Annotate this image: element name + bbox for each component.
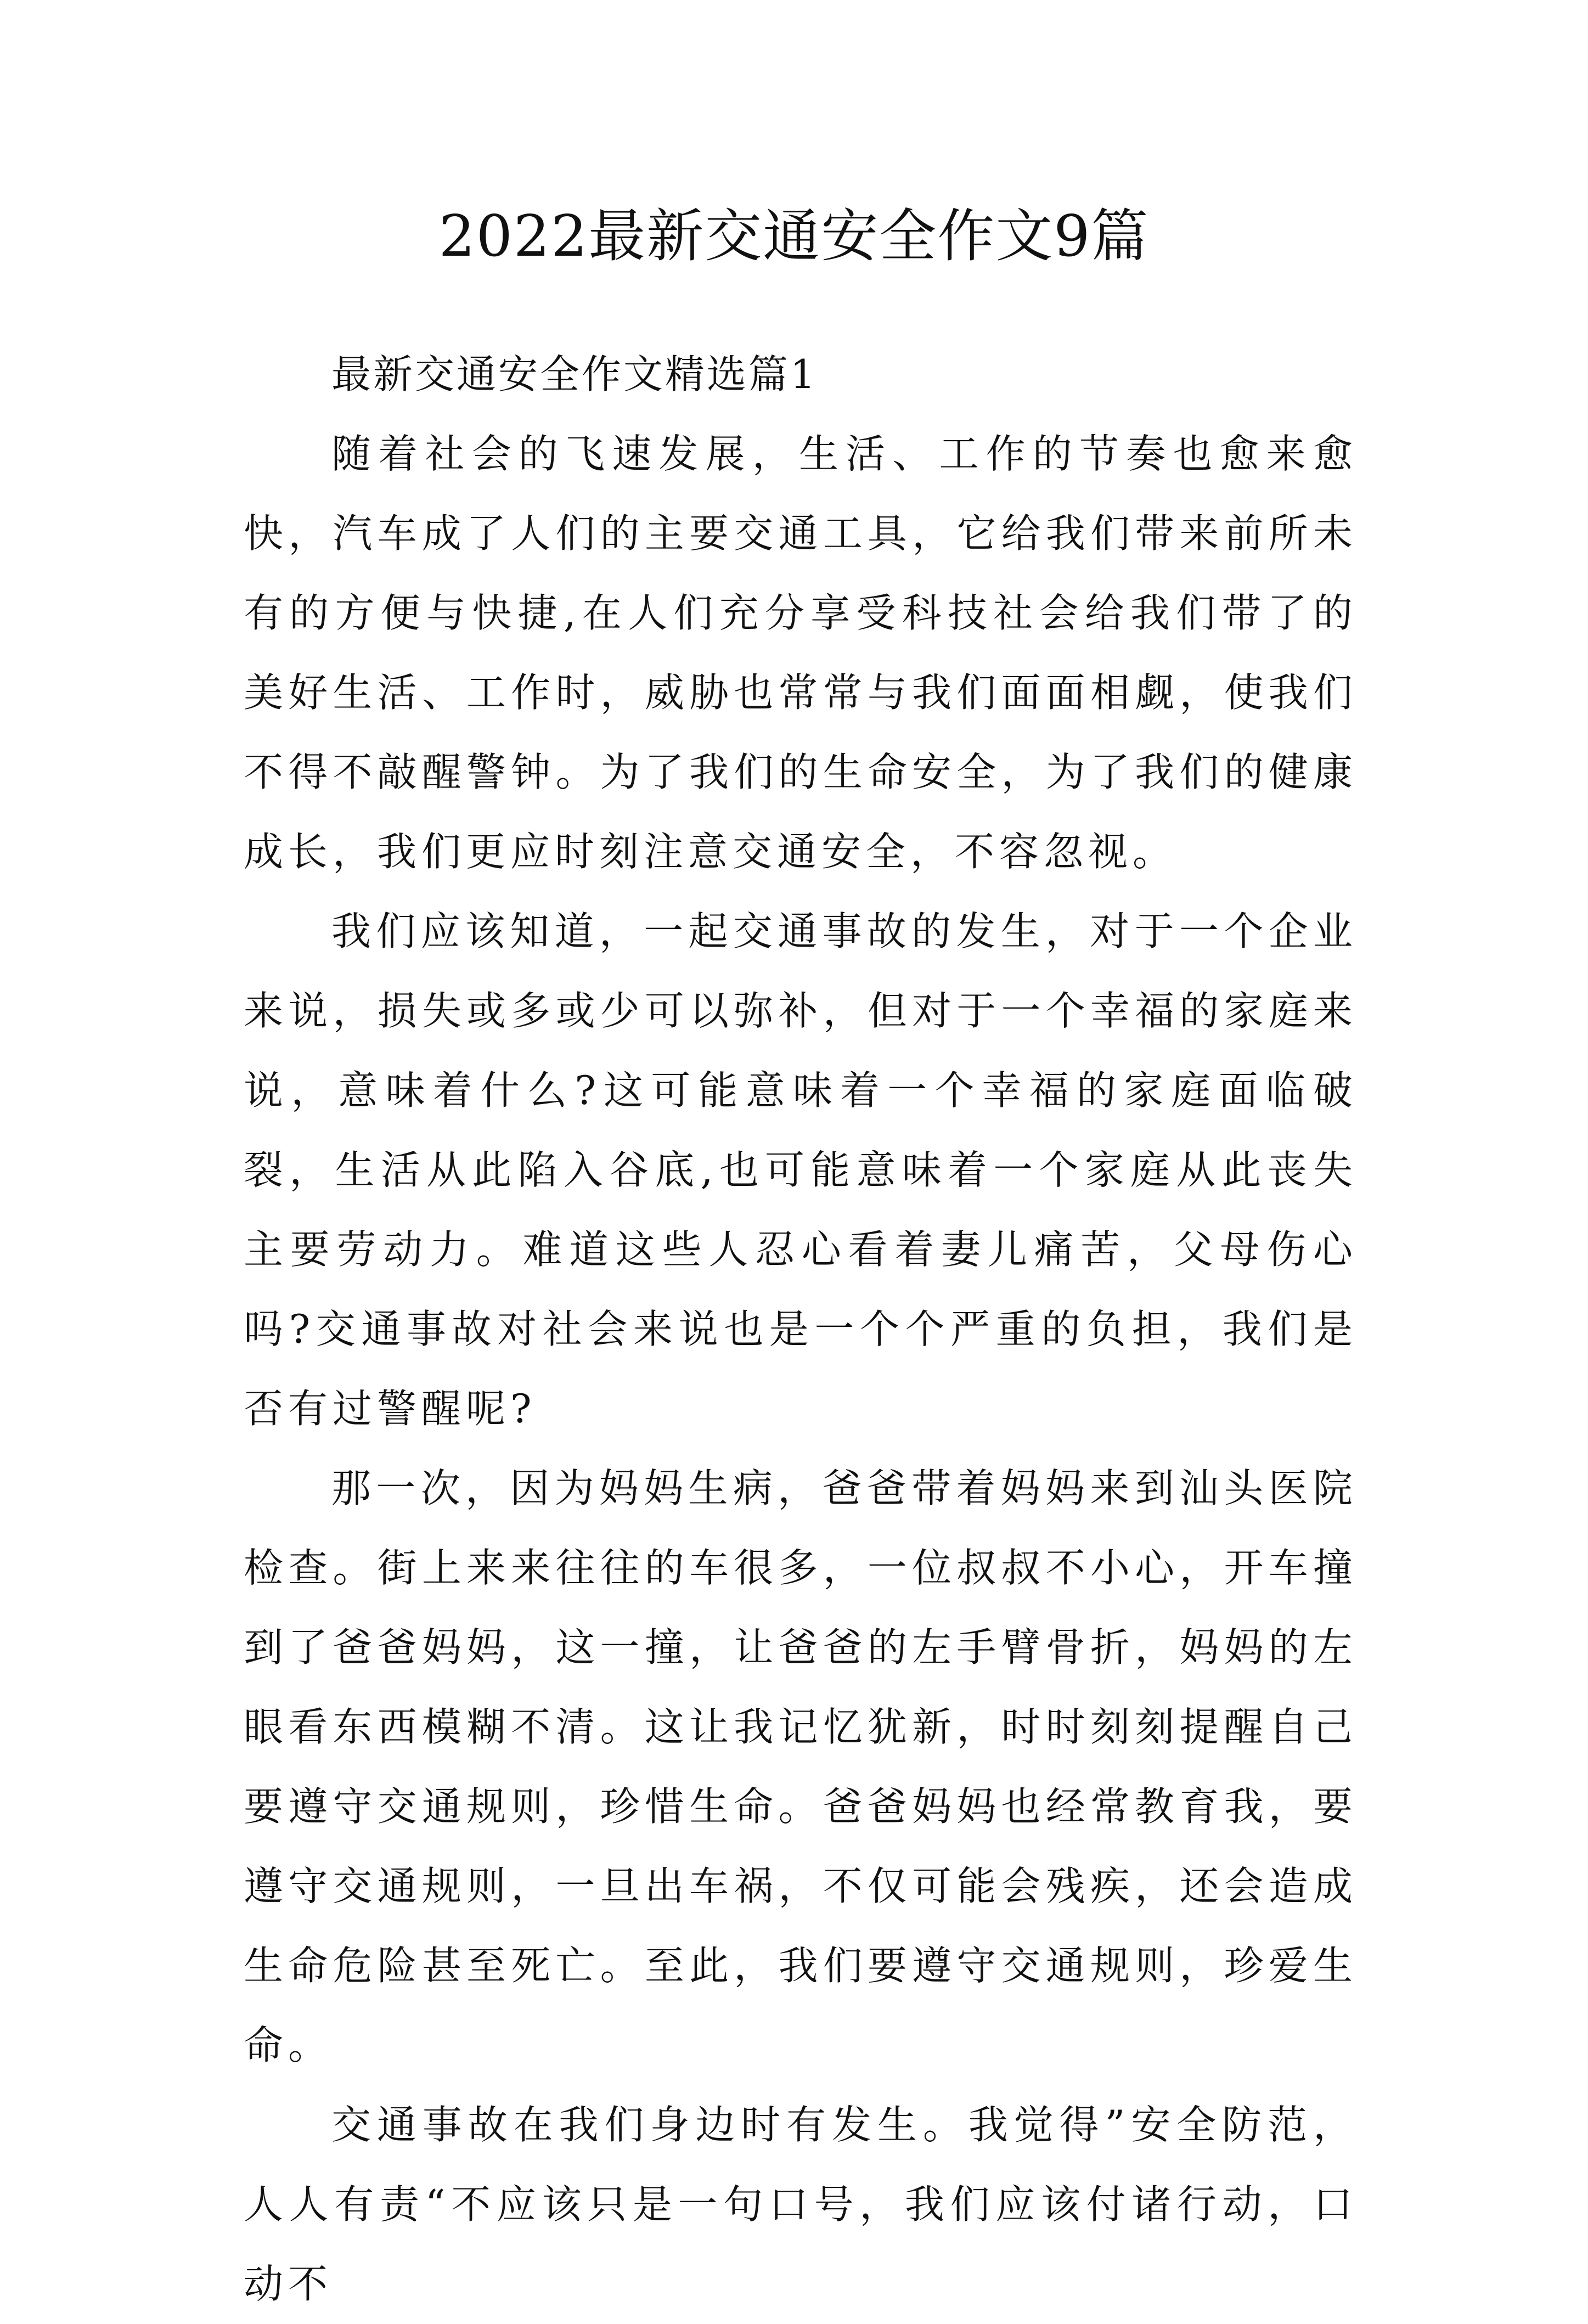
paragraph-4: 交通事故在我们身边时有发生。我觉得”安全防范，人人有责“不应该只是一句口号，我们应该付诸行动，口动不 — [244, 2102, 1358, 2307]
document-body — [244, 335, 1358, 2324]
document-title: 2022最新交通安全作文9篇 — [438, 202, 1150, 269]
paragraph-1: 随着社会的飞速发展，生活、工作的节奏也愈来愈快，汽车成了人们的主要交通工具，它给我们带来前所未有的方便与快捷,在人们充分享受科技社会给我们带了的美好生活、工作时，威胁也常常与我们面面相觑，使我们不得不敲醒警钟。为了我们的生命安全，为了我们的健康成长，我们更应时刻注意交通安全，不容忽视。 — [244, 431, 1358, 875]
paragraph-2: 我们应该知道，一起交通事故的发生，对于一个企业来说，损失或多或少可以弥补，但对于一个幸福的家庭来说，意味着什么?这可能意味着一个幸福的家庭面临破裂，生活从此陷入谷底,也可能意味着一个家庭从此丧失主要劳动力。难道这些人忍心看着妻儿痛苦，父母伤心吗?交通事故对社会来说也是一个个严重的负担，我们是否有过警醒呢? — [244, 908, 1358, 1432]
section-heading: 最新交通安全作文精选篇1 — [331, 351, 818, 397]
paragraph-3: 那一次，因为妈妈生病，爸爸带着妈妈来到汕头医院检查。街上来来往往的车很多，一位叔叔不小心，开车撞到了爸爸妈妈，这一撞，让爸爸的左手臂骨折，妈妈的左眼看东西模糊不清。这让我记忆犹新，时时刻刻提醒自己要遵守交通规则，珍惜生命。爸爸妈妈也经常教育我，要遵守交通规则，一旦出车祸，不仅可能会残疾，还会造成生命危险甚至死亡。至此，我们要遵守交通规则，珍爱生命。 — [244, 1465, 1358, 2068]
